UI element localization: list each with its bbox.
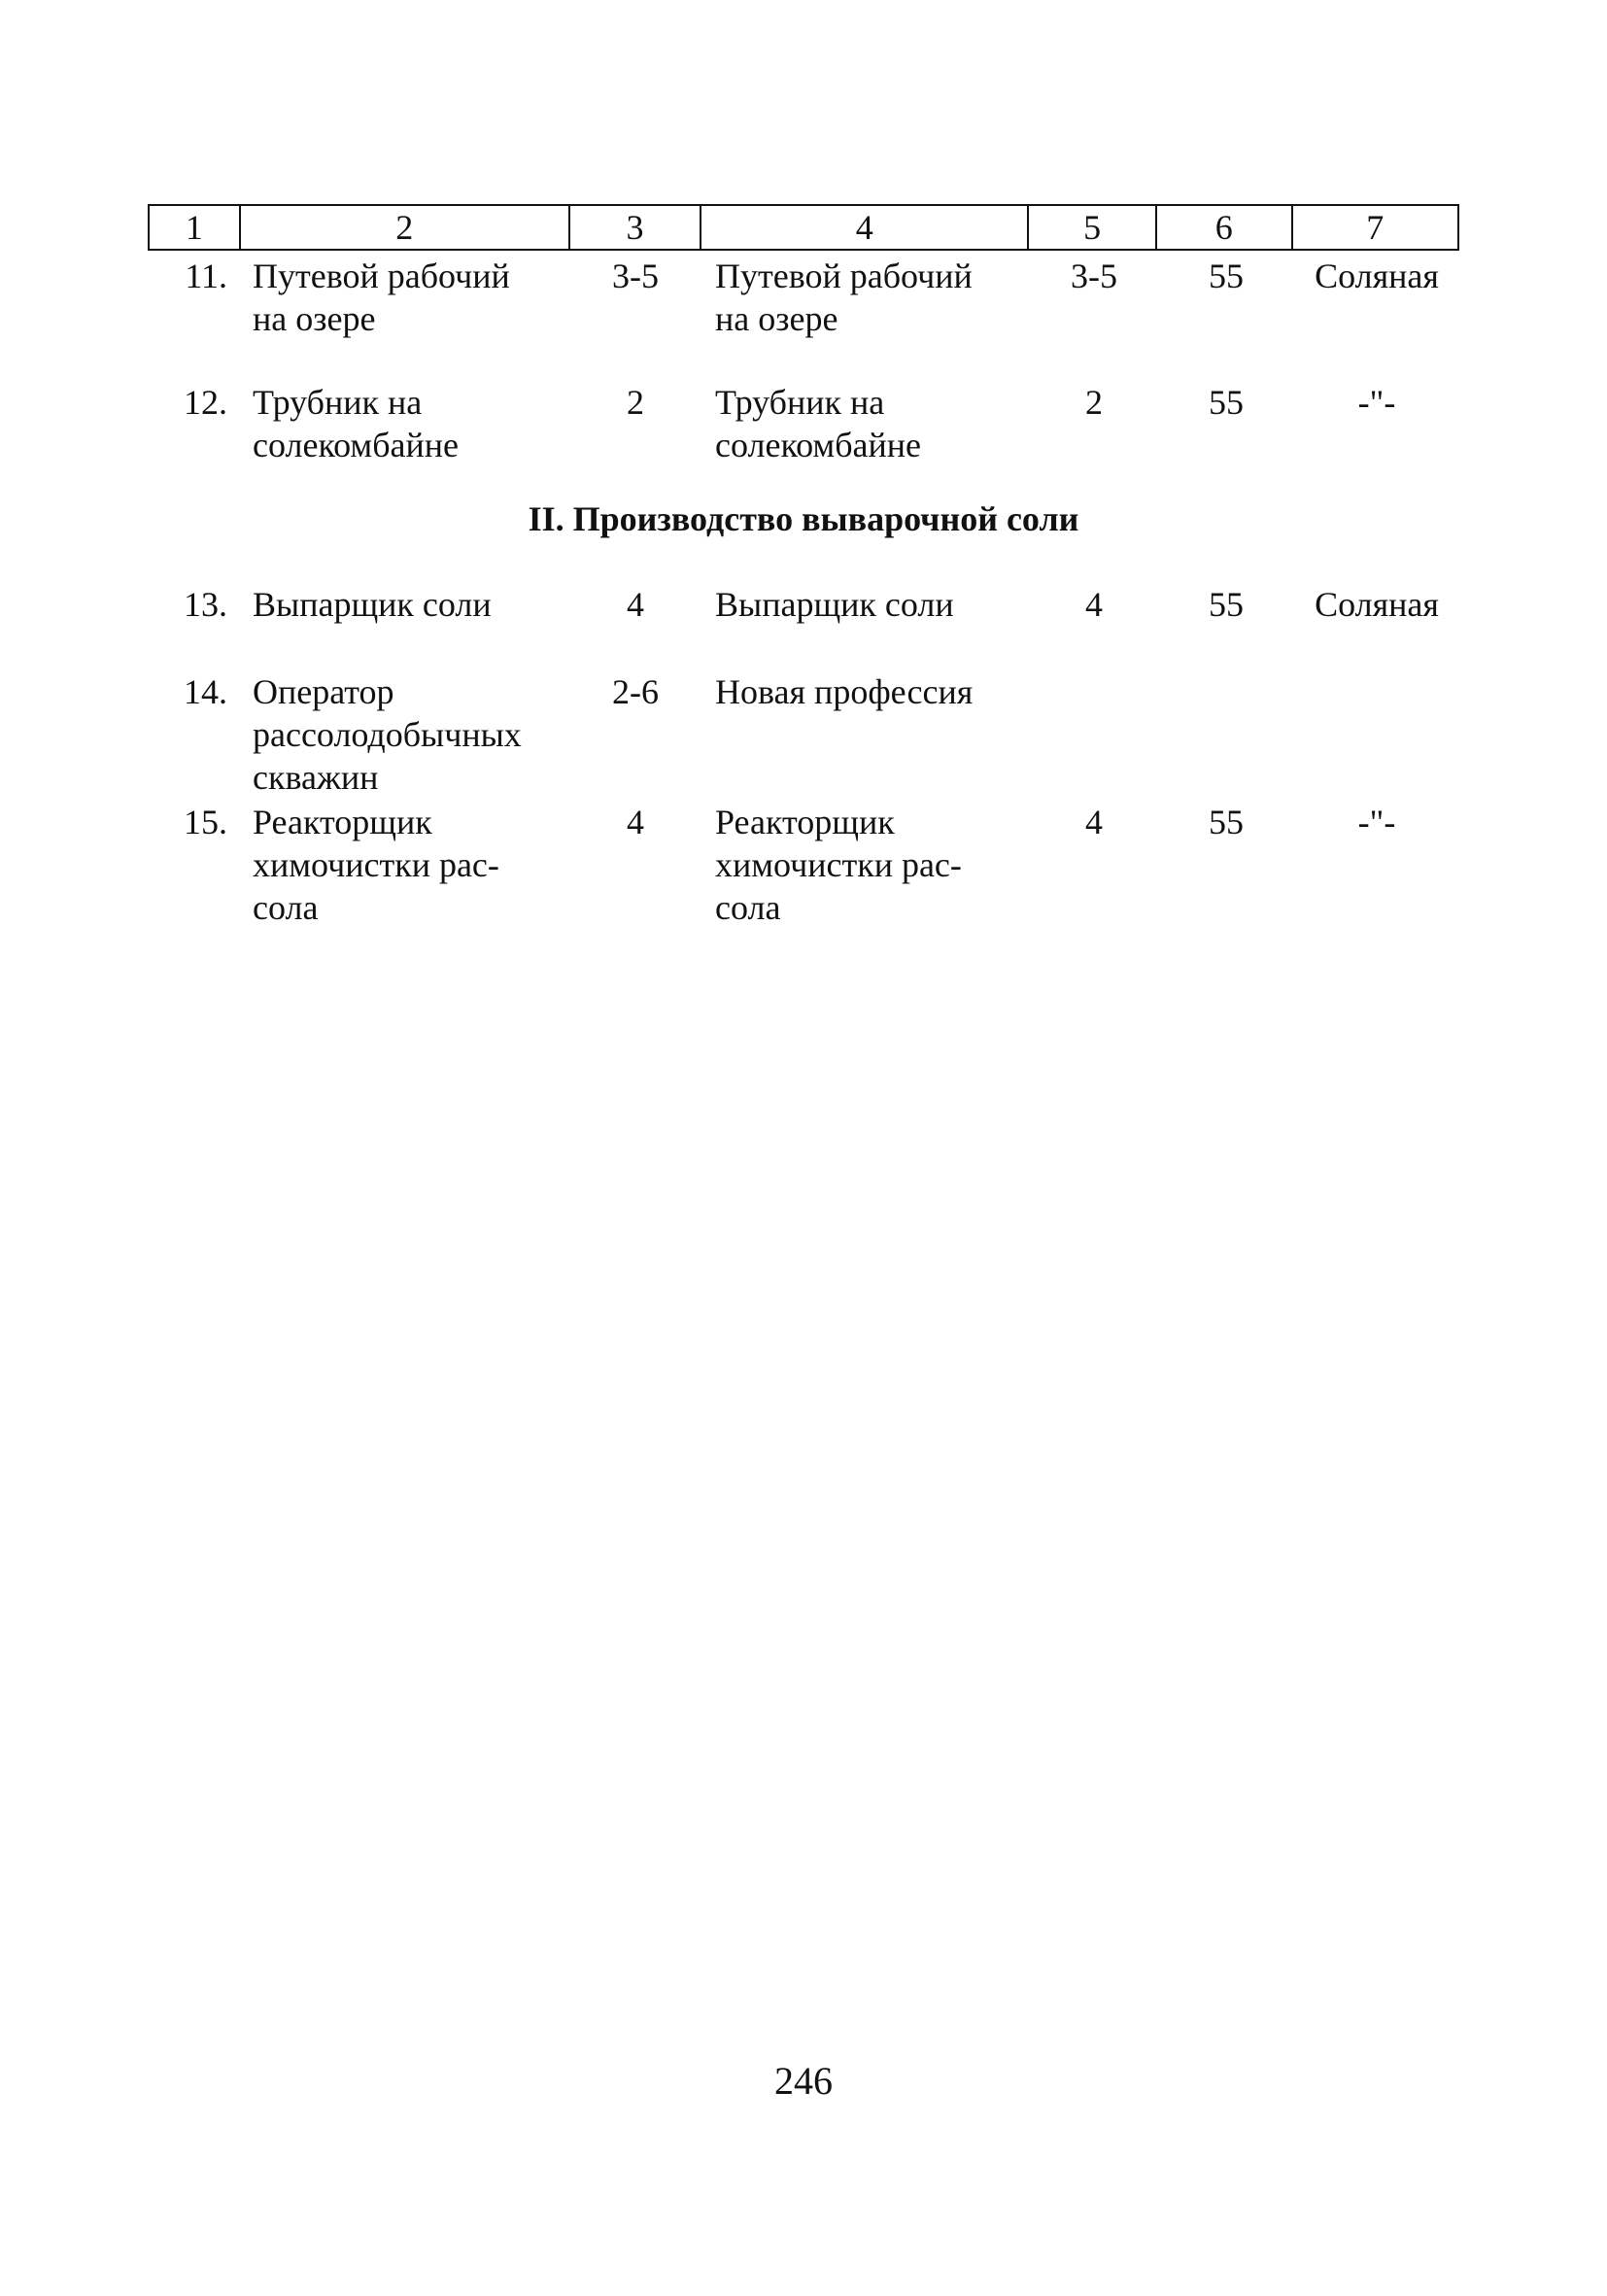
profession-old-line: сола [715,888,781,927]
section-name: -"- [1357,803,1396,841]
profession-new-line: скважин [253,758,379,797]
section-name: Соляная [1315,585,1439,624]
issue-code: 55 [1209,383,1244,422]
profession-new-line: на озере [253,299,376,338]
grade-old: 2 [1085,383,1103,422]
profession-old [701,670,1158,801]
profession-old-line: Выпарщик соли [715,585,954,624]
profession-new [239,801,569,929]
profession-old-line: на озере [715,299,838,338]
row-number: 15. [184,803,227,841]
header-col-2: 2 [241,206,570,249]
profession-new [239,255,569,381]
professions-table [148,204,1459,929]
profession-new-line: Выпарщик соли [253,585,492,624]
profession-old-line: Путевой рабочий [715,257,973,295]
grade-new: 4 [627,803,644,841]
header-col-4: 4 [701,206,1029,249]
profession-old [701,381,1030,497]
profession-new-line: солекомбайне [253,426,460,464]
table-row [148,255,1459,381]
table-row [148,801,1459,929]
profession-old-line: Новая профессия [715,672,974,711]
grade-old: 4 [1085,585,1103,624]
grade-old: 4 [1085,803,1103,841]
profession-new-line: Путевой рабочий [253,257,510,295]
profession-new-line: Трубник на [253,383,423,422]
grade-old: 3-5 [1071,257,1117,295]
profession-new-line: Реакторщик [253,803,432,841]
profession-old [701,583,1030,670]
profession-old [701,255,1030,381]
row-number: 11. [185,257,227,295]
page-number: 246 [774,2059,833,2103]
issue-code: 55 [1209,803,1244,841]
profession-old-line: Трубник на [715,383,885,422]
issue-code: 55 [1209,257,1244,295]
row-number: 12. [184,383,227,422]
profession-new-line: рассолодобычных [253,715,522,754]
row-number: 14. [184,672,227,711]
header-col-5: 5 [1029,206,1157,249]
row-number: 13. [184,585,227,624]
grade-new: 2-6 [612,672,659,711]
table-row [148,381,1459,497]
header-col-6: 6 [1157,206,1293,249]
header-col-7: 7 [1366,208,1385,247]
profession-old-line: солекомбайне [715,426,922,464]
table-header-row [148,204,1459,251]
table-row [148,670,1459,801]
grade-new: 3-5 [612,257,659,295]
section-name: -"- [1357,383,1396,422]
issue-code: 55 [1209,585,1244,624]
profession-new [239,583,569,670]
profession-old [701,801,1030,929]
profession-new-line: сола [253,888,319,927]
profession-new [239,381,569,497]
profession-old-line: Реакторщик [715,803,895,841]
profession-new-line: химочистки рас- [253,845,499,884]
header-col-3: 3 [570,206,702,249]
table-row [148,583,1459,670]
header-col-1: 1 [150,206,241,249]
profession-new [239,670,569,801]
profession-new-line: Оператор [253,672,394,711]
section-name: Соляная [1315,257,1439,295]
grade-new: 2 [627,383,644,422]
section-heading: II. Производство выварочной соли [528,499,1079,538]
profession-old-line: химочистки рас- [715,845,962,884]
grade-new: 4 [627,585,644,624]
